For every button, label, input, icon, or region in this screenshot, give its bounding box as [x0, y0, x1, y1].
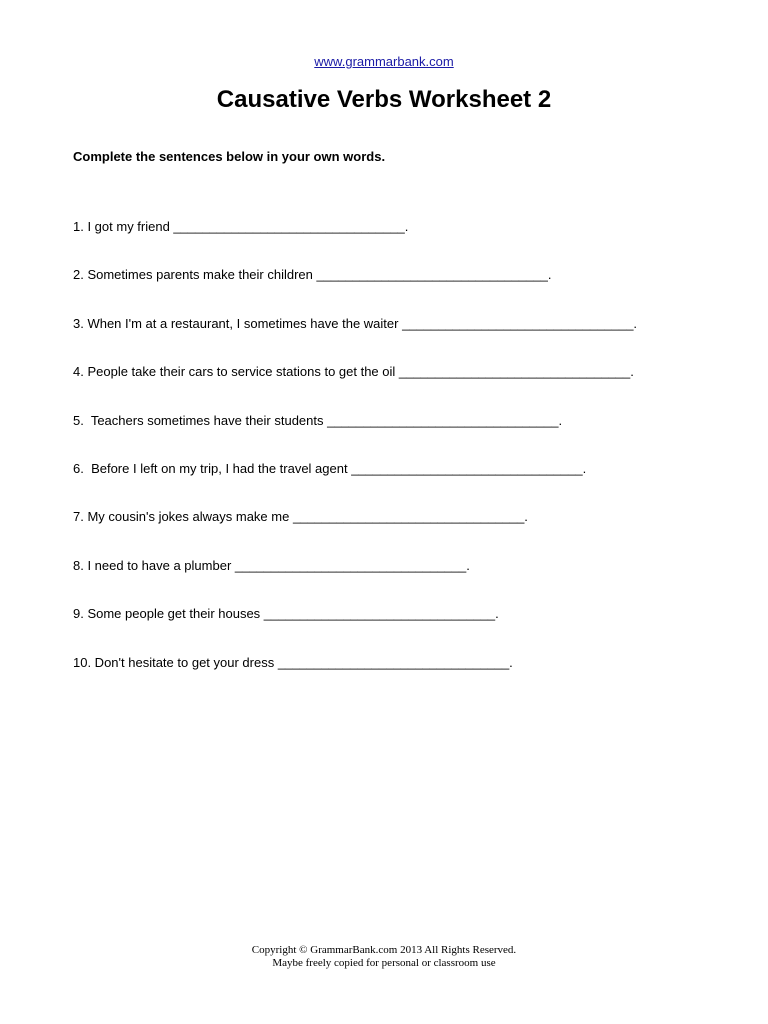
question-3: 3. When I'm at a restaurant, I sometimes have the waiter ________________________________.	[73, 315, 638, 331]
instructions: Complete the sentences below in your own words.	[73, 149, 386, 164]
question-4: 4. People take their cars to service stations to get the oil ________________________________.	[73, 364, 634, 380]
question-9: 9. Some people get their houses ________________________________.	[73, 606, 499, 622]
copyright-notice: Copyright © GrammarBank.com 2013 All Rights Reserved.	[251, 944, 517, 956]
question-1: 1. I got my friend ________________________________.	[73, 219, 409, 234]
question-10: 10. Don't hesitate to get your dress ________________________________.	[73, 654, 513, 670]
usage-notice: Maybe freely copied for personal or classroom use	[272, 957, 496, 969]
question-5: 5. Teachers sometimes have their students ________________________________.	[73, 412, 563, 428]
question-6: 6. Before I left on my trip, I had the travel agent ________________________________.	[73, 460, 587, 476]
question-7: 7. My cousin's jokes always make me ________________________________.	[73, 509, 528, 525]
footer	[0, 944, 768, 970]
page-title: Causative Verbs Worksheet 2	[216, 86, 552, 113]
question-list	[73, 219, 637, 703]
site-link[interactable]: www.grammarbank.com	[314, 54, 454, 69]
question-8: 8. I need to have a plumber ________________________________.	[73, 557, 470, 573]
question-2: 2. Sometimes parents make their children ________________________________.	[73, 267, 552, 283]
